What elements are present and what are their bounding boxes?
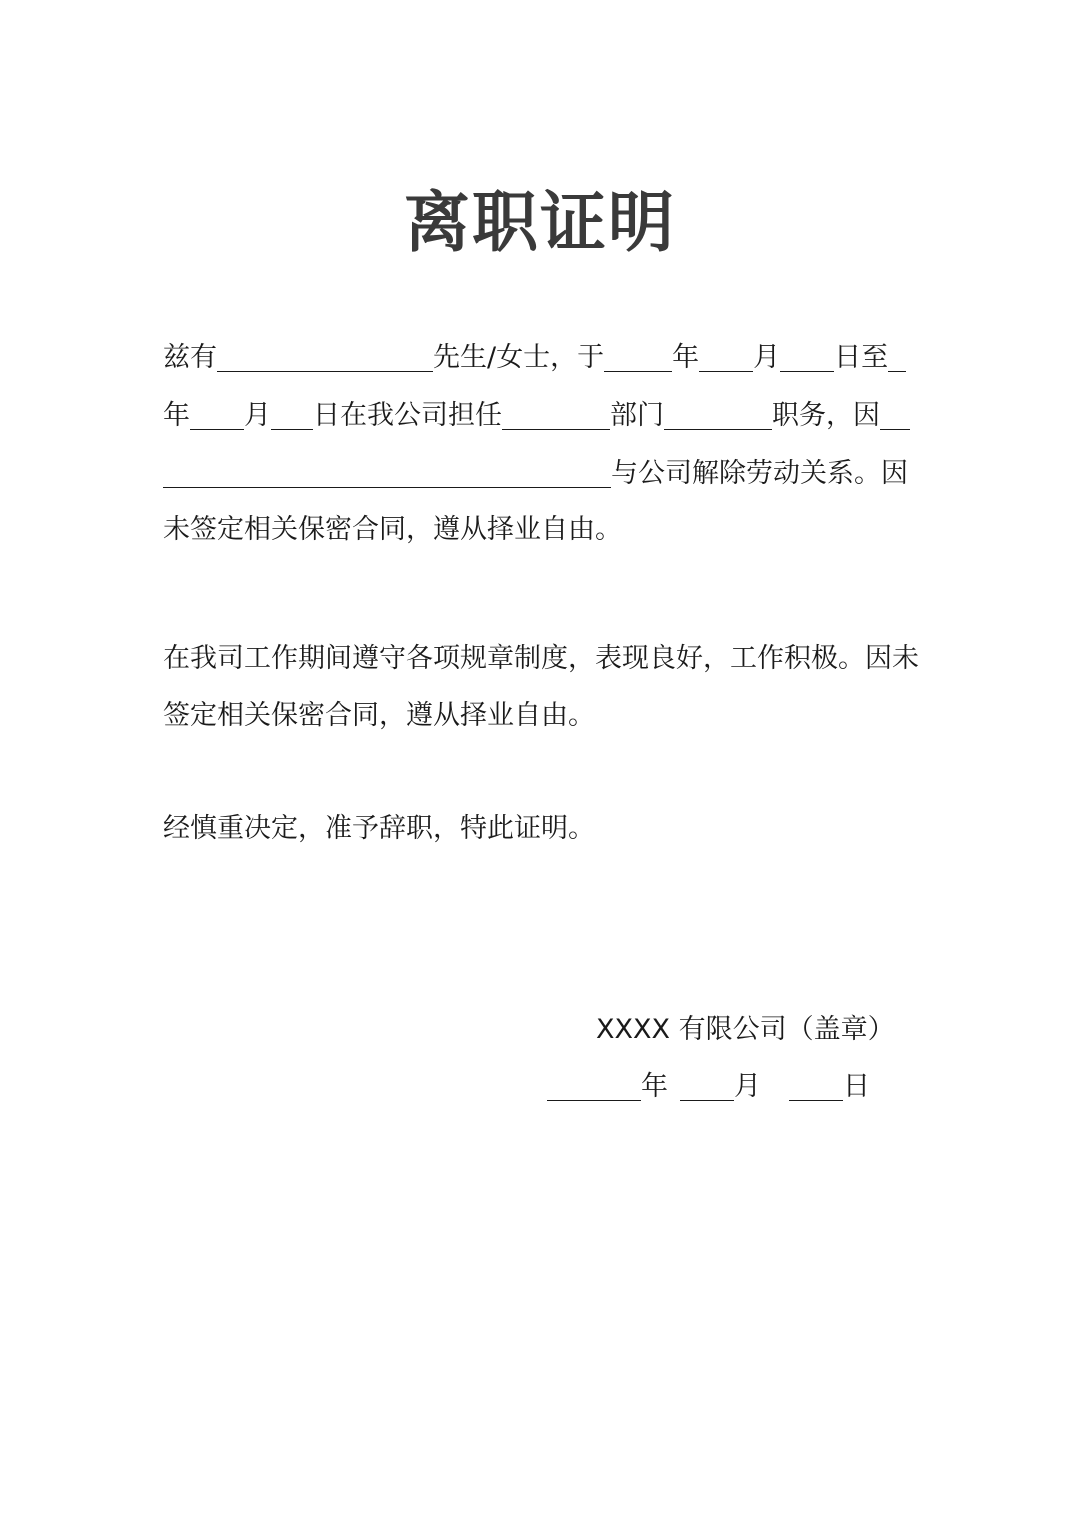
sign-day-label: 日 xyxy=(843,1071,870,1102)
company-seal-line: XXXX 有限公司（盖章） xyxy=(596,1014,895,1045)
end-year-blank[interactable] xyxy=(888,341,906,372)
paragraph2-line1: 在我司工作期间遵守各项规章制度，表现良好，工作积极。因未 xyxy=(163,643,919,674)
position-blank[interactable] xyxy=(664,399,772,430)
paragraph1-line4: 未签定相关保密合同，遵从择业自由。 xyxy=(163,514,622,545)
sign-month-blank[interactable] xyxy=(680,1070,734,1101)
start-month-blank[interactable] xyxy=(699,341,753,372)
text-segment: 年 xyxy=(163,400,190,431)
start-year-blank[interactable] xyxy=(604,341,672,372)
end-day-blank[interactable] xyxy=(271,399,313,430)
name-blank[interactable] xyxy=(217,341,433,372)
start-day-blank[interactable] xyxy=(780,341,834,372)
reason-blank[interactable] xyxy=(163,457,611,488)
text-segment: 先生/女士，于 xyxy=(433,342,605,373)
sign-year-blank[interactable] xyxy=(547,1070,641,1101)
paragraph1-line1 xyxy=(163,338,906,378)
paragraph1-line2 xyxy=(163,396,910,436)
end-month-blank[interactable] xyxy=(190,399,244,430)
signature-date-line xyxy=(547,1067,870,1107)
text-segment: 月 xyxy=(753,342,781,373)
reason-blank-start[interactable] xyxy=(880,399,910,430)
text-segment: 月 xyxy=(244,400,271,431)
paragraph1-line3 xyxy=(163,454,908,494)
text-segment: 日在我公司担任 xyxy=(313,400,502,431)
text-segment: 职务，因 xyxy=(772,400,880,431)
text-segment: 兹有 xyxy=(163,342,217,373)
department-blank[interactable] xyxy=(502,399,610,430)
sign-day-blank[interactable] xyxy=(789,1070,843,1101)
text-segment: 日至 xyxy=(834,342,889,373)
text-segment: 部门 xyxy=(610,400,664,431)
text-segment: 与公司解除劳动关系。因 xyxy=(611,458,908,489)
paragraph2-line2: 签定相关保密合同，遵从择业自由。 xyxy=(163,700,595,731)
document-title: 离职证明 xyxy=(404,184,676,261)
sign-month-label: 月 xyxy=(734,1071,761,1102)
text-segment: 年 xyxy=(672,342,700,373)
paragraph3: 经慎重决定，准予辞职，特此证明。 xyxy=(163,813,595,844)
sign-year-label: 年 xyxy=(641,1071,668,1102)
